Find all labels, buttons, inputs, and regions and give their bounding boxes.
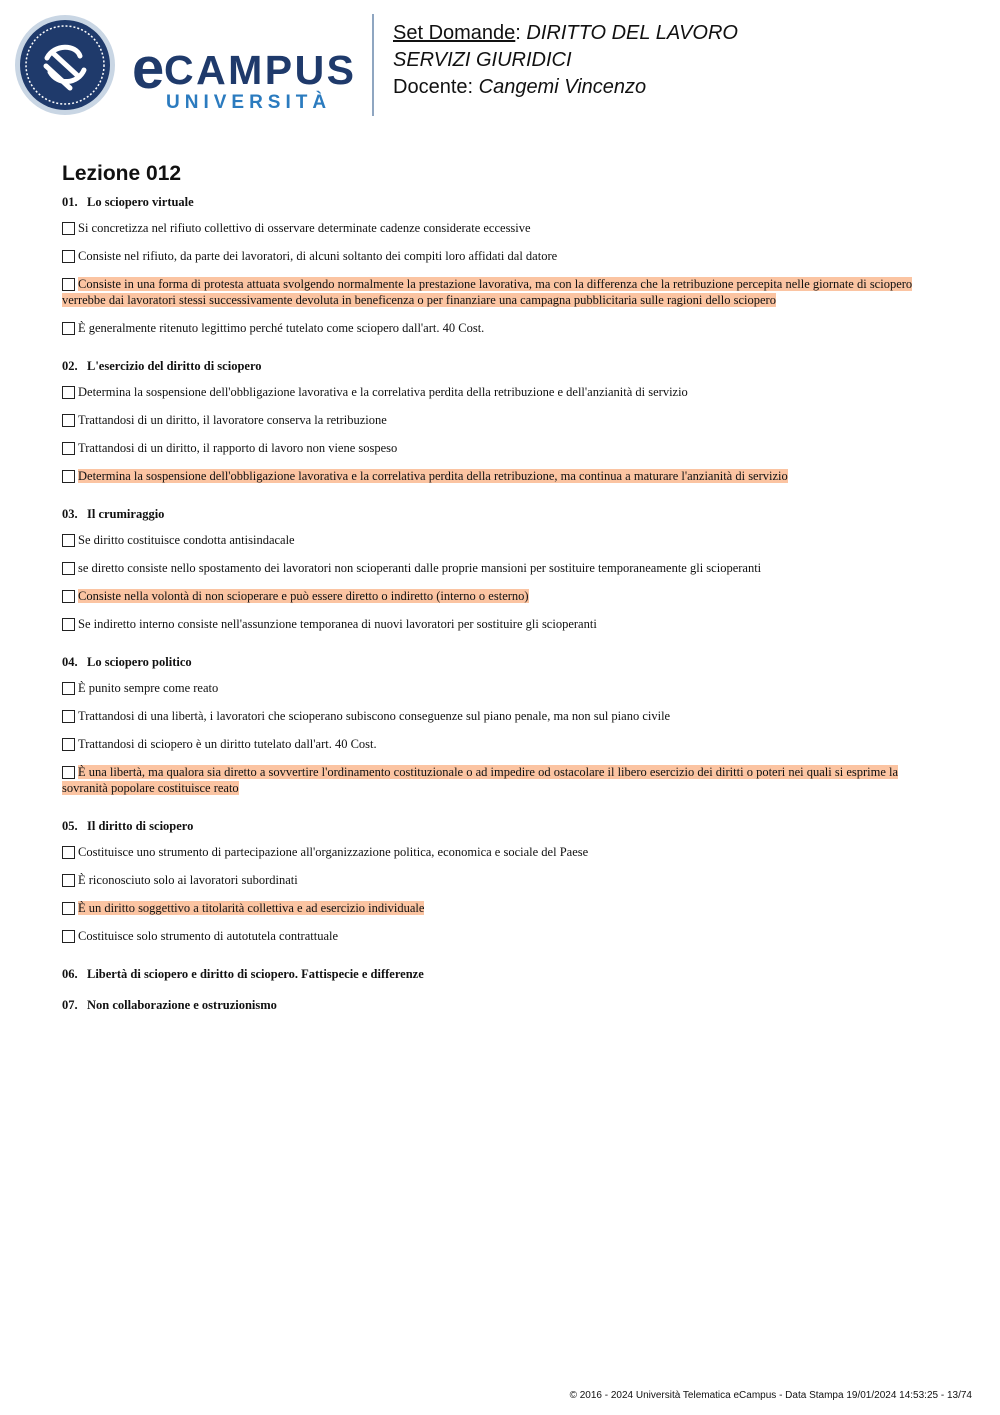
answer-checkbox[interactable] — [62, 874, 75, 887]
teacher-name: Cangemi Vincenzo — [478, 76, 647, 98]
answer-text: Si concretizza nel rifiuto collettivo di osservare determinate cadenze considerate eccessive — [78, 221, 531, 235]
question-title — [62, 506, 922, 523]
question-title — [62, 966, 922, 983]
course-name: DIRITTO DEL LAVORO — [526, 22, 738, 44]
header-divider — [372, 14, 374, 116]
answer-option — [62, 928, 922, 944]
question-text: Libertà di sciopero e diritto di sciopero. Fattispecie e differenze — [87, 967, 424, 981]
answer-checkbox[interactable] — [62, 386, 75, 399]
answer-text: Trattandosi di sciopero è un diritto tutelato dall'art. 40 Cost. — [78, 737, 377, 751]
answer-text: Trattandosi di un diritto, il lavoratore conserva la retribuzione — [78, 413, 387, 427]
question-04 — [62, 654, 922, 796]
lesson-title: Lezione 012 — [62, 162, 182, 185]
answer-text-highlighted: Determina la sospensione dell'obbligazione lavorativa e la correlativa perdita della retribuzione, ma continua a maturare l'anzianità di servizio — [78, 469, 788, 483]
logo-sub: UNIVERSITÀ — [166, 92, 332, 113]
answer-text: Costituisce uno strumento di partecipazione all'organizzazione politica, economica e sociale del Paese — [78, 845, 589, 859]
answer-option — [62, 680, 922, 696]
question-list — [62, 160, 922, 1036]
answer-text: È generalmente ritenuto legittimo perché tutelato come sciopero dall'art. 40 Cost. — [78, 321, 485, 335]
course-line-2 — [393, 47, 738, 74]
answer-checkbox[interactable] — [62, 322, 75, 335]
question-number: 01. — [62, 195, 78, 209]
answer-option — [62, 384, 922, 400]
answer-option — [62, 412, 922, 428]
answer-text: È punito sempre come reato — [78, 681, 219, 695]
answer-text: se diretto consiste nello spostamento dei lavoratori non scioperanti dalle proprie mansioni per sostituire temporaneamente gli scioperanti — [78, 561, 762, 575]
question-07 — [62, 997, 922, 1014]
logo-word: CAMPUS — [164, 47, 354, 93]
page-header — [0, 0, 1000, 130]
question-number: 06. — [62, 967, 78, 981]
teacher-label: Docente — [393, 76, 468, 98]
answer-text: Determina la sospensione dell'obbligazione lavorativa e la correlativa perdita della retribuzione e dell'anzianità di servizio — [78, 385, 688, 399]
answer-checkbox[interactable] — [62, 766, 75, 779]
answer-option — [62, 440, 922, 456]
question-02 — [62, 358, 922, 484]
answer-text: Se indiretto interno consiste nell'assunzione temporanea di nuovi lavoratori per sostituire gli scioperanti — [78, 617, 597, 631]
answer-text-highlighted: Consiste nella volontà di non scioperare e può essere diretto o indiretto (interno o esterno) — [78, 589, 529, 603]
course-line-1: Set Domande: DIRITTO DEL LAVORO — [393, 22, 738, 44]
answer-option-correct — [62, 468, 922, 484]
answer-checkbox[interactable] — [62, 618, 75, 631]
answer-text: Trattandosi di una libertà, i lavoratori che scioperano subiscono conseguenze sul piano penale, ma non sul piano civile — [78, 709, 671, 723]
answer-checkbox[interactable] — [62, 414, 75, 427]
answer-text-highlighted: È una libertà, ma qualora sia diretto a sovvertire l'ordinamento costituzionale o ad impedire od ostacolare il libero esercizio dei diritti o poteri nei quali si esprime la sovranità popolare costituisce reato — [62, 765, 899, 795]
answer-option — [62, 532, 922, 548]
question-01 — [62, 194, 922, 336]
answer-checkbox[interactable] — [62, 442, 75, 455]
answer-option — [62, 320, 922, 336]
question-text: Lo sciopero politico — [87, 655, 192, 669]
answer-checkbox[interactable] — [62, 250, 75, 263]
course-name-2: SERVIZI GIURIDICI — [393, 49, 572, 71]
answer-checkbox[interactable] — [62, 682, 75, 695]
answer-checkbox[interactable] — [62, 562, 75, 575]
question-text: Non collaborazione e ostruzionismo — [87, 998, 277, 1012]
answer-option — [62, 616, 922, 632]
answer-option — [62, 844, 922, 860]
question-title — [62, 654, 922, 671]
question-03 — [62, 506, 922, 632]
answer-option-correct — [62, 588, 922, 604]
question-text: L'esercizio del diritto di sciopero — [87, 359, 262, 373]
answer-checkbox[interactable] — [62, 222, 75, 235]
teacher-line: Docente: Cangemi Vincenzo — [393, 76, 647, 98]
course-info — [393, 20, 738, 101]
question-title — [62, 358, 922, 375]
set-label: Set Domande — [393, 22, 516, 44]
answer-option-correct — [62, 276, 922, 308]
answer-checkbox[interactable] — [62, 738, 75, 751]
answer-text: È riconosciuto solo ai lavoratori subordinati — [78, 873, 298, 887]
answer-option — [62, 872, 922, 888]
answer-checkbox[interactable] — [62, 710, 75, 723]
question-06 — [62, 966, 922, 983]
answer-checkbox[interactable] — [62, 470, 75, 483]
ecampus-logo — [14, 14, 359, 116]
question-title — [62, 997, 922, 1014]
answer-text: Consiste nel rifiuto, da parte dei lavoratori, di alcuni soltanto dei compiti loro affidati dal datore — [78, 249, 558, 263]
answer-option-correct — [62, 900, 922, 916]
answer-text-highlighted: Consiste in una forma di protesta attuata svolgendo normalmente la prestazione lavorativa, ma con la differenza che la retribuzione percepita nelle giornate di sciopero verrebbe dai lavoratori stessi successivamente devoluta in beneficenza o per finanziare una campagna pubblicitaria sulle ragioni dello sciopero — [62, 277, 913, 307]
question-05 — [62, 818, 922, 944]
page-footer: © 2016 - 2024 Università Telematica eCampus - Data Stampa 19/01/2024 14:53:25 - 13/74 — [569, 1390, 972, 1401]
answer-option — [62, 248, 922, 264]
question-number: 02. — [62, 359, 78, 373]
answer-option — [62, 708, 922, 724]
answer-text: Costituisce solo strumento di autotutela contrattuale — [78, 929, 339, 943]
answer-checkbox[interactable] — [62, 590, 75, 603]
question-title — [62, 194, 922, 211]
answer-checkbox[interactable] — [62, 846, 75, 859]
answer-checkbox[interactable] — [62, 930, 75, 943]
answer-text: Trattandosi di un diritto, il rapporto di lavoro non viene sospeso — [78, 441, 398, 455]
question-number: 07. — [62, 998, 78, 1012]
answer-option — [62, 736, 922, 752]
question-number: 04. — [62, 655, 78, 669]
question-number: 05. — [62, 819, 78, 833]
question-text: Il diritto di sciopero — [87, 819, 194, 833]
answer-text: Se diritto costituisce condotta antisindacale — [78, 533, 295, 547]
question-number: 03. — [62, 507, 78, 521]
answer-checkbox[interactable] — [62, 534, 75, 547]
question-title — [62, 818, 922, 835]
answer-checkbox[interactable] — [62, 278, 75, 291]
question-text: Lo sciopero virtuale — [87, 195, 194, 209]
answer-option-correct — [62, 764, 922, 796]
question-text: Il crumiraggio — [87, 507, 165, 521]
answer-option — [62, 560, 922, 576]
answer-text-highlighted: È un diritto soggettivo a titolarità collettiva e ad esercizio individuale — [78, 901, 425, 915]
answer-option — [62, 220, 922, 236]
logo-e-letter: e — [132, 36, 165, 101]
answer-checkbox[interactable] — [62, 902, 75, 915]
